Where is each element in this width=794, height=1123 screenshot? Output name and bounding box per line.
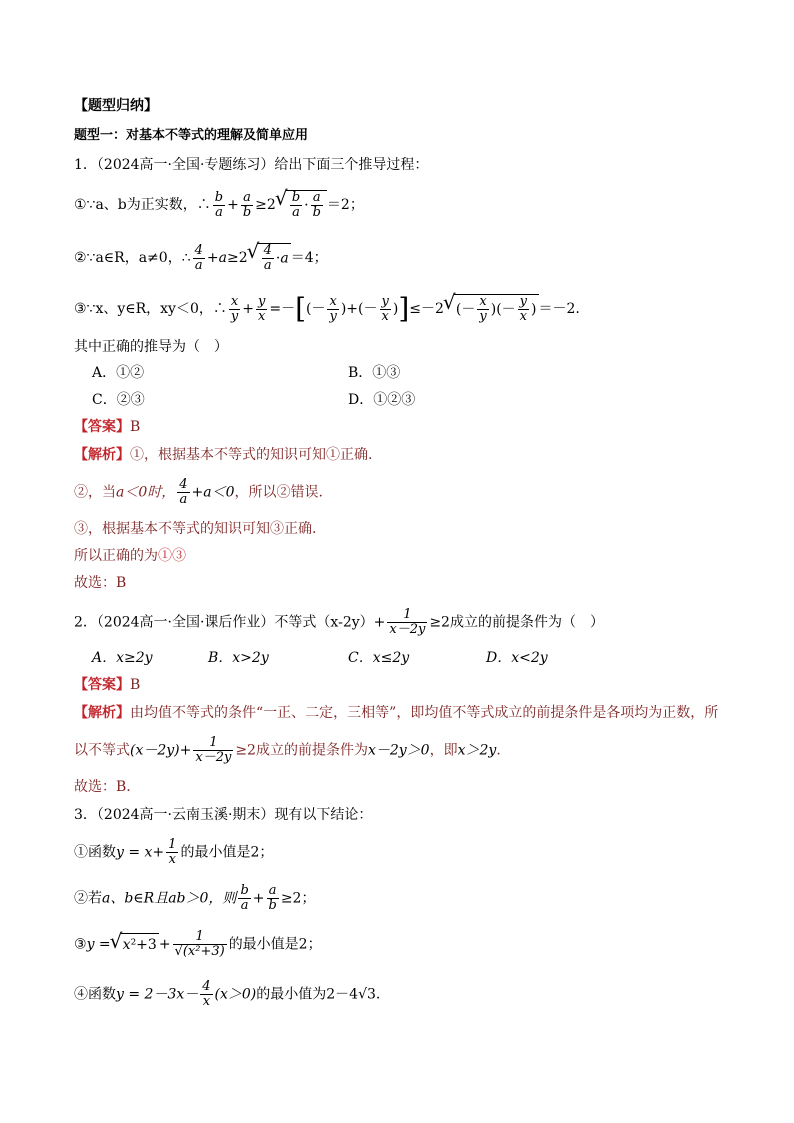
q2-option-b[interactable]: B．x>2y (208, 650, 269, 666)
q3-c2-suffix: ≥2； (280, 890, 316, 907)
q1-s1-prefix: ①∵a、b为正实数，∴ (74, 197, 211, 213)
q1-statement-2: ②∵a∈R，a≠0，∴ $\frac{4}{a}$ +a≥2 √ $\frac{4}{a}$ ·a ＝4； (74, 243, 328, 273)
q2-a2-and: ，即 (429, 742, 458, 759)
q2-a2-prefix: 以不等式 (74, 742, 130, 759)
q1-analysis-3: ③，根据基本不等式的知识可知③正确. (74, 521, 317, 537)
q1-analysis-1 (74, 444, 372, 466)
q3-c3-prefix: ③ (74, 936, 87, 953)
q1-option-d[interactable]: D．①②③ (348, 392, 416, 408)
q3-conclusion-3: ③y =√ x²+3 + $\frac{1}{\text{√(x²+3)}}$ 的最小值是2； (74, 930, 322, 959)
q2-a2-res: x＞2y (457, 742, 497, 759)
q2-analysis-1 (74, 702, 718, 724)
q2-stem-suffix: ≥2成立的前提条件为（ ） (429, 614, 604, 631)
q1-answer (74, 416, 140, 438)
conclusion-prefix: 所以正确的为 (74, 548, 158, 564)
q2-a2-end: . (496, 742, 501, 759)
q3-stem: 3．（2024高一·云南玉溪·期末）现有以下结论： (74, 807, 373, 823)
q2-option-a[interactable]: A．x≥2y (92, 650, 153, 666)
q1-statement-3: ③∵x、y∈R，xy＜0，∴ $\frac{x}{y}$ + $\frac{y}{x}$ =－[(－ $\frac{x}{y}$ )+(－ $\frac{y}{x}$ )]≤－2√ (－ $\frac{x}{y}$ )(－ $\frac{y}{x}$ ) ＝－2. (74, 294, 580, 324)
conclusion-value: ①③ (158, 548, 186, 564)
analysis-tag: 【解析】 (74, 447, 130, 463)
q2-answer (74, 674, 140, 696)
q1-ask: 其中正确的推导为（ ） (74, 339, 228, 355)
q1-option-b[interactable]: B．①③ (348, 365, 401, 381)
q2-stem-prefix: 2．（2024高一·全国·课后作业）不等式（x-2y）+ (74, 614, 386, 631)
q2-option-c[interactable]: C．x≤2y (348, 650, 410, 666)
a2-cond: a＜0时， (116, 484, 176, 501)
q3-conclusion-1: ①函数y = x+ $\frac{1}{x}$ 的最小值是2； (74, 837, 274, 867)
q3-c4-suffix: 的最小值为2－4√3. (256, 986, 381, 1003)
a2-prefix: ②，当 (74, 484, 116, 501)
q1-analysis-2: ②，当a＜0时， $\frac{4}{a}$ +a＜0，所以②错误. (74, 477, 323, 507)
q1-stem: 1．（2024高一·全国·专题练习）给出下面三个推导过程： (74, 157, 429, 173)
section-title: 【题型归纳】 (74, 98, 158, 114)
q2-analysis-2: 以不等式(x－2y)+ $\frac{1}{x-2y}$ ≥2成立的前提条件为x－2y＞0，即x＞2y. (74, 735, 501, 765)
q2-analysis-text: 由均值不等式的条件“一正、二定，三相等”，即均值不等式成立的前提条件是各项均为正数，所 (130, 705, 719, 721)
q3-c1-suffix: 的最小值是2； (180, 844, 274, 861)
q1-conclusion (74, 545, 186, 567)
q1-s3-prefix: ③∵x、y∈R，xy＜0，∴ (74, 301, 227, 317)
frac-b-over-a: $\frac{b}{a}$ (214, 189, 224, 220)
q3-conclusion-4: ④函数y = 2－3x－ $\frac{4}{x}$ (x＞0)的最小值为2－4√3. (74, 979, 381, 1009)
q3-c2-mid: a、b∈R且ab＞0，则 (102, 890, 237, 907)
q2-a2-mid: ≥2成立的前提条件为 (235, 742, 368, 759)
q2-stem: 2．（2024高一·全国·课后作业）不等式（x-2y）+ $\frac{1}{x-2y}$ ≥2成立的前提条件为（ ） (74, 607, 604, 637)
sqrt-expr-2: √ $\frac{4}{a}$ ·a (258, 243, 291, 273)
type1-title: 题型一：对基本不等式的理解及简单应用 (74, 128, 309, 143)
sqrt-expr: √ $\frac{b}{a}$ · $\frac{a}{b}$ (286, 190, 327, 220)
q1-choice: 故选：B (74, 575, 127, 591)
q3-conclusion-2: ②若a、b∈R且ab＞0，则 $\frac{b}{a}$ + $\frac{a}{b}$ ≥2； (74, 883, 316, 913)
a2-suffix: ，所以②错误. (234, 484, 323, 501)
q1-s2-prefix: ②∵a∈R，a≠0，∴ (74, 250, 191, 266)
q1-s2-end: ＝4； (290, 250, 328, 266)
q2-a2-cond: x－2y＞0 (367, 742, 430, 759)
q2-answer-tag: 【答案】 (74, 677, 130, 693)
q1-s3-end: ＝－2. (538, 301, 580, 317)
analysis-text: ①，根据基本不等式的知识可知①正确. (130, 447, 373, 463)
q3-c4-prefix: ④函数 (74, 986, 116, 1003)
q2-answer-value: B (130, 677, 141, 693)
q2-option-d[interactable]: D．x<2y (486, 650, 548, 666)
frac-a-over-b: $\frac{a}{b}$ (242, 189, 252, 220)
q1-option-a[interactable]: A．①② (92, 365, 145, 381)
q2-choice: 故选：B. (74, 779, 131, 795)
q3-c3-suffix: 的最小值是2； (228, 936, 322, 953)
q1-statement-1: ①∵a、b为正实数，∴ $\frac{b}{a}$ + $\frac{a}{b}$ ≥2 √ $\frac{b}{a}$ · $\frac{a}{b}$ ＝2； (74, 190, 364, 220)
q1-option-c[interactable]: C．②③ (92, 392, 145, 408)
frac-4-over-a: $\frac{4}{a}$ (194, 242, 203, 273)
sqrt-expr-3: √ (－ $\frac{x}{y}$ )(－ $\frac{y}{x}$ ) (454, 294, 539, 324)
answer-value: B (130, 419, 141, 435)
answer-tag: 【答案】 (74, 419, 130, 435)
q3-c2-prefix: ②若 (74, 890, 102, 907)
q2-analysis-tag: 【解析】 (74, 705, 130, 721)
q3-c1-prefix: ①函数 (74, 844, 116, 861)
q1-s1-end: ＝2； (326, 197, 364, 213)
